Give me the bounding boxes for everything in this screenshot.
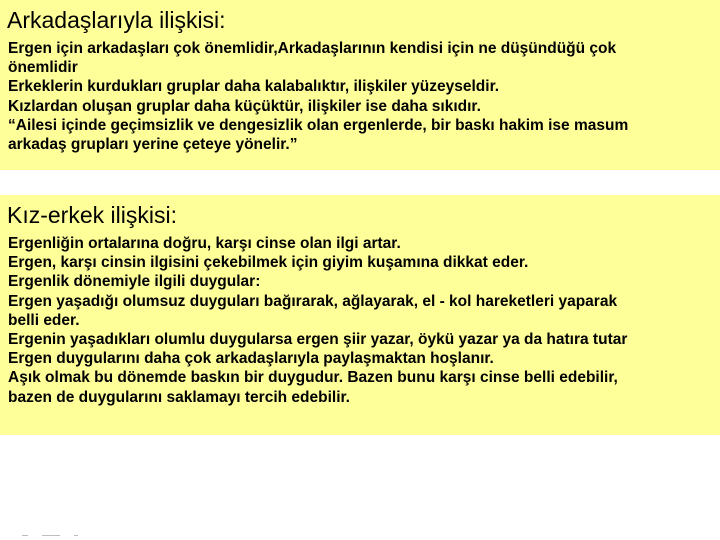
friendship-text (8, 39, 628, 154)
relationship-text (8, 234, 627, 407)
text-line: Aşık olmak bu dönemde baskın bir duygudur. Bazen bunu karşı cinse belli edebilir, (8, 369, 618, 387)
text-line: önemlidir (8, 59, 78, 77)
footer-marks (22, 532, 78, 538)
footer-mark (42, 535, 60, 536)
footer-mark (74, 535, 78, 536)
text-line: Kızlardan oluşan gruplar daha küçüktür, ilişkiler ise daha sıkıdır. (8, 97, 481, 115)
text-line: arkadaş grupları yerine çeteye yönelir.” (8, 136, 298, 154)
text-line: Ergenin yaşadıkları olumlu duygularsa ergen şiir yazar, öykü yazar ya da hatıra tutar (8, 331, 628, 349)
text-line: “Ailesi içinde geçimsizlik ve dengesizlik olan ergenlerde, bir baskı hakim ise masum (8, 116, 629, 134)
text-line: Ergen için arkadaşları çok önemlidir,Arkadaşlarının kendisi için ne düşündüğü çok (8, 40, 617, 57)
text-line: Ergenlik dönemiyle ilgili duygular: (8, 273, 261, 291)
relationship-section (0, 195, 720, 435)
text-line: belli eder. (8, 311, 80, 329)
friendship-section (0, 0, 720, 170)
text-line: Erkeklerin kurdukları gruplar daha kalabalıktır, ilişkiler yüzeyseldir. (8, 78, 500, 96)
text-line: Ergen duygularını daha çok arkadaşlarıyla paylaşmaktan hoşlanır. (8, 350, 494, 368)
text-line: Ergenliğin ortalarına doğru, karşı cinse olan ilgi artar. (8, 235, 401, 252)
footer-mark (22, 535, 28, 536)
text-line: bazen de duygularını saklamayı tercih edebilir. (8, 388, 350, 406)
text-line: Ergen yaşadığı olumsuz duyguları bağırarak, ağlayarak, el - kol hareketleri yaparak (8, 292, 618, 310)
friendship-heading: Arkadaşlarıyla ilişkisi: (7, 7, 226, 33)
relationship-heading: Kız-erkek ilişkisi: (7, 202, 177, 228)
text-line: Ergen, karşı cinsin ilgisini çekebilmek için giyim kuşamına dikkat eder. (8, 254, 529, 272)
